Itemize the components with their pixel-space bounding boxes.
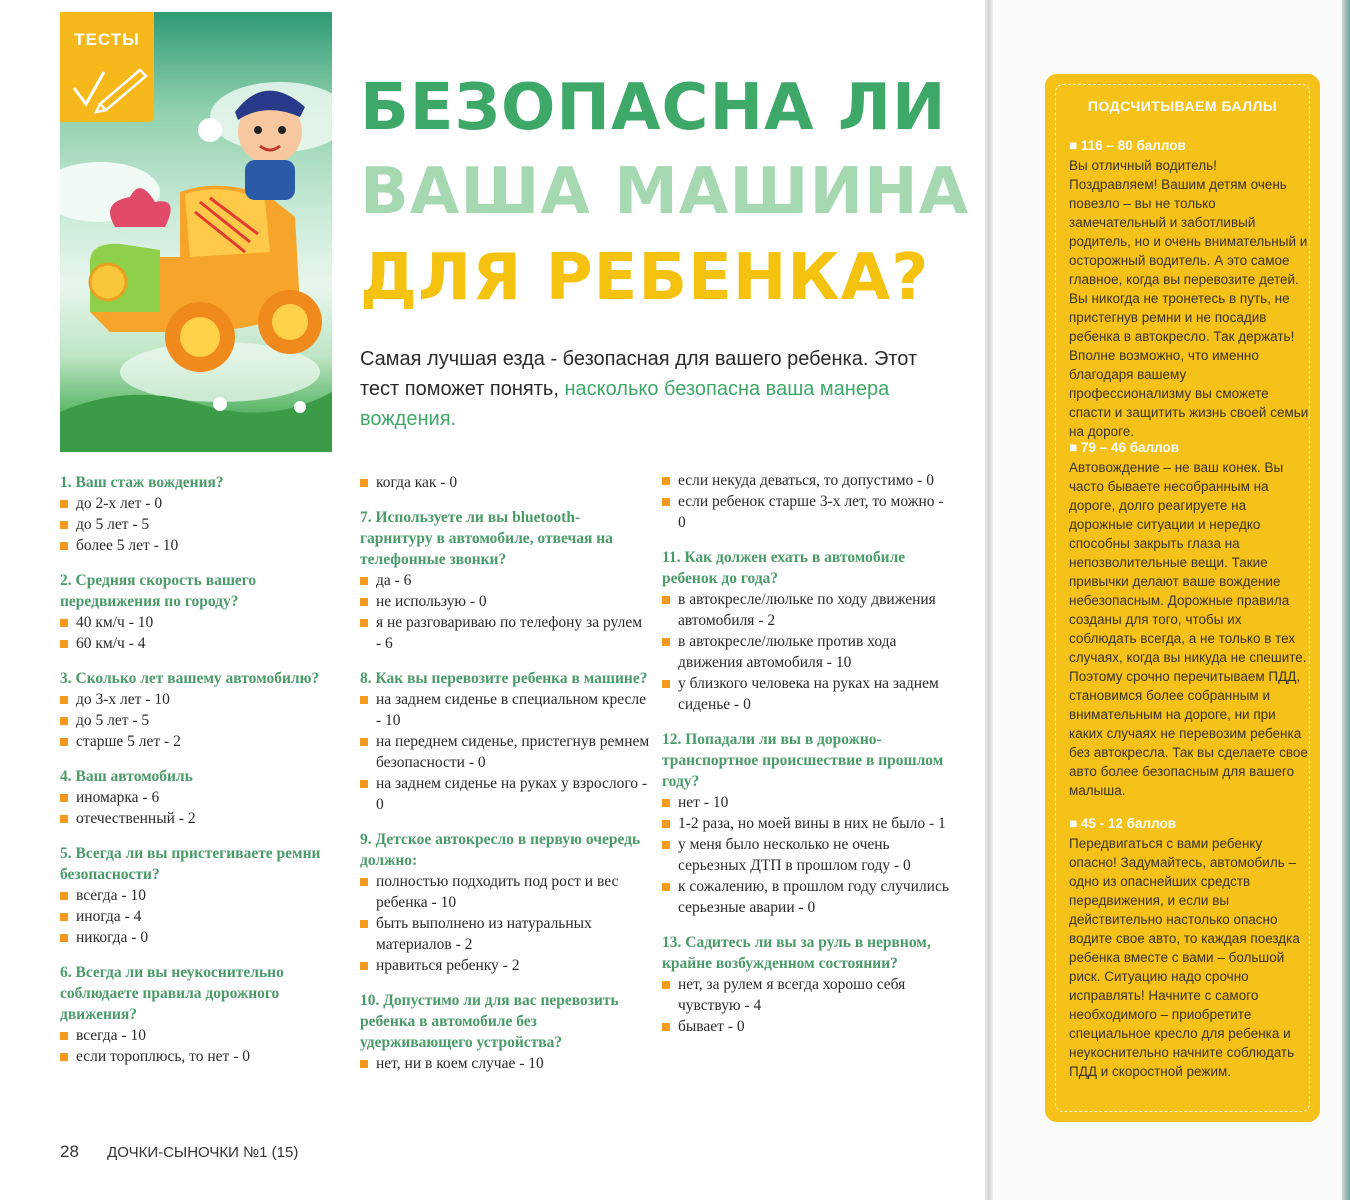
answer-option: на заднем сиденье на руках у взрослого - 0 [360, 773, 650, 815]
answer-option: у меня было несколько не очень серьезных ДТП в прошлом году - 0 [662, 834, 952, 876]
question-4 [60, 766, 350, 829]
answer-option: когда как - 0 [360, 472, 650, 493]
answer-option: у близкого человека на руках на заднем сиденье - 0 [662, 673, 952, 715]
question-title: 3. Сколько лет вашему автомобилю? [60, 670, 320, 687]
answer-option: всегда - 10 [60, 1025, 350, 1046]
question-12 [662, 729, 952, 918]
result-range: ■ 45 - 12 баллов [1069, 814, 1309, 833]
magazine-name: ДОЧКИ-СЫНОЧКИ №1 (15) [107, 1144, 299, 1161]
question-title: 8. Как вы перевозите ребенка в машине? [360, 670, 648, 687]
section-tab-label: ТЕСТЫ [74, 30, 140, 49]
answer-option: отечественный - 2 [60, 808, 350, 829]
intro-highlight: насколько безопасна ваша манера вождения. [360, 378, 890, 430]
result-text: Автовождение – не ваш конек. Вы часто бываете несобранным на дороге, долго реагируете на дорожные ситуации и нередко способны закрыть глаза на непозволительные вещи. Такие привычки делают ваше вождение небезопасным. Дорожные правила созданы для того, чтобы их соблюдать всегда, а не только в тех случаях, когда вы никуда не спешите. Поэтому срочно перечитываем ПДД, становимся более собранным и внимательным на дороге, ни при каких случаях не перевозим ребенка без автокресла. Так вы сделаете свое авто более безопасным для вашего малыша. [1069, 460, 1308, 798]
answer-option: быть выполнено из натуральных материалов - 2 [360, 913, 650, 955]
question-title: 10. Допустимо ли для вас перевозить ребенка в автомобиле без удерживающего устройства? [360, 992, 619, 1051]
answer-option: да - 6 [360, 570, 650, 591]
answer-option: нет - 10 [662, 792, 952, 813]
answer-option: до 2-х лет - 0 [60, 493, 350, 514]
answer-option: на переднем сиденье, пристегнув ремнем безопасности - 0 [360, 731, 650, 773]
sidebar-title: ПОДСЧИТЫВАЕМ БАЛЛЫ [1087, 98, 1278, 114]
answer-option: до 5 лет - 5 [60, 710, 350, 731]
answer-option: до 5 лет - 5 [60, 514, 350, 535]
result-block-1 [1069, 136, 1309, 441]
intro-paragraph [360, 344, 950, 434]
answer-option: я не разговариваю по телефону за рулем - 6 [360, 612, 650, 654]
answer-option: никогда - 0 [60, 927, 350, 948]
pencil-check-icon [70, 64, 150, 114]
answer-option: более 5 лет - 10 [60, 535, 350, 556]
result-block-2 [1069, 438, 1309, 800]
question-title: 1. Ваш стаж вождения? [60, 474, 224, 491]
question-13 [662, 932, 952, 1037]
question-title: 2. Средняя скорость вашего передвижения по городу? [60, 572, 257, 610]
result-range: ■ 116 – 80 баллов [1069, 136, 1309, 155]
answer-option: иногда - 4 [60, 906, 350, 927]
question-title: 11. Как должен ехать в автомобиле ребенок до года? [662, 549, 906, 587]
answer-option: всегда - 10 [60, 885, 350, 906]
answer-option: нет, ни в коем случае - 10 [360, 1053, 650, 1074]
question-1 [60, 472, 350, 556]
answer-option: к сожалению, в прошлом году случились серьезные аварии - 0 [662, 876, 952, 918]
question-6-continued [360, 472, 650, 493]
answer-option: нравиться ребенку - 2 [360, 955, 650, 976]
questions-column-3 [662, 470, 952, 1051]
question-10 [360, 990, 650, 1074]
answer-option: не использую - 0 [360, 591, 650, 612]
answer-option: в автокресле/люльке против хода движения автомобиля - 10 [662, 631, 952, 673]
question-7 [360, 507, 650, 654]
page-edge [1342, 0, 1350, 1200]
answer-option: 40 км/ч - 10 [60, 612, 350, 633]
answer-option: до 3-х лет - 10 [60, 689, 350, 710]
answer-option: бывает - 0 [662, 1016, 952, 1037]
question-title: 4. Ваш автомобиль [60, 768, 193, 785]
answer-option: полностью подходить под рост и вес ребенка - 10 [360, 871, 650, 913]
question-3 [60, 668, 350, 752]
title-line-3: ДЛЯ РЕБЕНКА? [360, 241, 930, 315]
answer-option: если тороплюсь, то нет - 0 [60, 1046, 350, 1067]
answer-option: 1-2 раза, но моей вины в них не было - 1 [662, 813, 952, 834]
question-title: 9. Детское автокресло в первую очередь должно: [360, 831, 641, 869]
answer-option: если некуда деваться, то допустимо - 0 [662, 470, 952, 491]
question-title: 12. Попадали ли вы в дорожно-транспортное происшествие в прошлом году? [662, 731, 944, 790]
intro-text: Самая лучшая езда - безопасная для вашего ребенка. Этот тест поможет понять, [360, 348, 918, 400]
answer-option: старше 5 лет - 2 [60, 731, 350, 752]
page-gutter [985, 0, 993, 1200]
title-line-2: ВАША МАШИНА [360, 155, 970, 229]
question-title: 13. Садитесь ли вы за руль в нервном, крайне возбужденном состоянии? [662, 934, 931, 972]
question-5 [60, 843, 350, 948]
question-6 [60, 962, 350, 1067]
question-title: 5. Всегда ли вы пристегиваете ремни безопасности? [60, 845, 321, 883]
questions-column-1 [60, 472, 350, 1081]
question-2 [60, 570, 350, 654]
answer-option: на заднем сиденье в специальном кресле - 10 [360, 689, 650, 731]
question-8 [360, 668, 650, 815]
question-11 [662, 547, 952, 715]
answer-option: в автокресле/люльке по ходу движения автомобиля - 2 [662, 589, 952, 631]
result-range: ■ 79 – 46 баллов [1069, 438, 1309, 457]
question-9 [360, 829, 650, 976]
page-number: 28 [60, 1142, 79, 1161]
answer-option: 60 км/ч - 4 [60, 633, 350, 654]
question-10-continued [662, 470, 952, 533]
question-title: 7. Используете ли вы bluetooth-гарнитуру в автомобиле, отвечая на телефонные звонки? [360, 509, 613, 568]
result-block-3 [1069, 814, 1309, 1081]
title-line-1: БЕЗОПАСНА ЛИ [360, 71, 947, 145]
answer-option: нет, за рулем я всегда хорошо себя чувствую - 4 [662, 974, 952, 1016]
result-text: Передвигаться с вами ребенку опасно! Задумайтесь, автомобиль – одно из опаснейших средств передвижения, и если вы действительно настолько опасно водите свое авто, то каждая поездка ребенка вместе с вами – большой риск. Ситуацию надо срочно исправлять! Начните с самого необходимого – приобретите специальное кресло для ребенка и неукоснительно начните соблюдать ПДД и скоростной режим. [1069, 836, 1300, 1079]
section-tab [60, 12, 154, 122]
page-footer [60, 1142, 298, 1162]
result-text: Вы отличный водитель! Поздравляем! Вашим детям очень повезло – вы не только замечательный и заботливый родитель, но и очень внимательный и осторожный водитель. А это самое главное, когда вы перевозите детей. Вы никогда не тронетесь в путь, не пристегнув ремни и не посадив ребенка в автокресло. Так держать! Вполне возможно, что именно благодаря вашему профессионализму вы сможете спасти и защитить жизнь своей семьи на дороге. [1069, 158, 1309, 439]
answer-option: иномарка - 6 [60, 787, 350, 808]
results-sidebar [1045, 74, 1320, 1122]
question-title: 6. Всегда ли вы неукоснительно соблюдаете правила дорожного движения? [60, 964, 284, 1023]
answer-option: если ребенок старше 3-х лет, то можно - 0 [662, 491, 952, 533]
questions-column-2 [360, 472, 650, 1088]
